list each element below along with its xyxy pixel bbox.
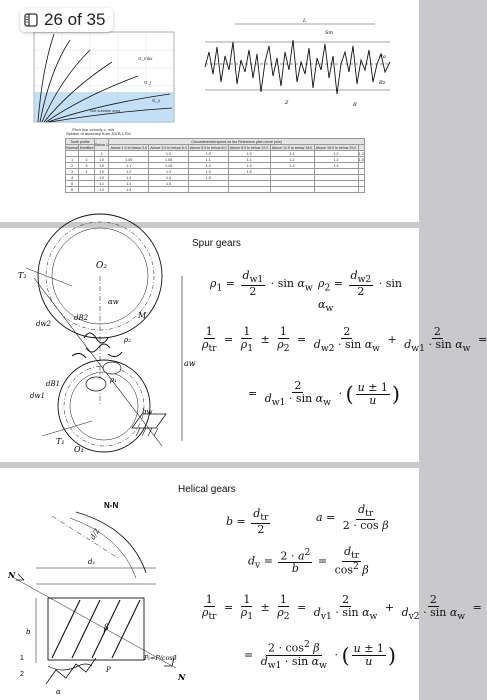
table-cell: 1.2 (314, 157, 358, 163)
table-cell: 1.1 (94, 181, 109, 187)
table-cell: 1.3 (270, 163, 314, 169)
page-counter[interactable] (20, 8, 113, 32)
formula-reduced-radius: $\frac{1}{\rho_{tr}}$ = $\frac{1}{\rho_1}$ ± $\frac{1}{\rho_2}$ = $\frac{2}{d_{w2} \cdot \sin \alpha_w}$ + $\frac{2}{d_{w1} \cdot \sin \alpha_w}$ = (202, 325, 487, 355)
table-cell: 1.2 (188, 163, 228, 169)
table-cell: 1.0 (94, 175, 109, 181)
table-cell: 3 (66, 169, 79, 175)
formula-helical-reduced-radius-result: = $\frac{2 \cdot \cos^2 \beta}{d_{w1} \cdot \sin \alpha_w}$ · ( $\frac{u \pm 1}{u}$ ) (244, 639, 397, 671)
table-cell: 1.5 (188, 175, 228, 181)
formula-helical-reduced-radius: $\frac{1}{\rho_{tr}}$ = $\frac{1}{\rho_1}$ ± $\frac{1}{\rho_2}$ = $\frac{2}{d_{v1} \cdot \sin \alpha_w}$ + $\frac{2}{d_{v2} \cdot \sin \alpha_w}$ = (202, 593, 482, 623)
label-d1: d₁ (88, 558, 96, 566)
profile-label-z: Z (285, 100, 289, 106)
formula-b: b = $\frac{d_{tr}}{2}$ (226, 507, 269, 537)
label-alpha: α (56, 688, 61, 696)
label-n-left: N (8, 570, 16, 580)
table-cell: 1.4 (149, 175, 189, 181)
table-speed-col: Above 8.0 to below 12.0 (229, 145, 269, 150)
label-n-right: N (178, 672, 186, 682)
table-speed-col: Above 12.0 to below 18.0 (271, 145, 313, 150)
profile-label-sm: Sm (325, 30, 334, 36)
table-cell: 1.2 (270, 157, 314, 163)
accuracy-table-title: System of accuracy from JIS B 1702 (66, 131, 131, 136)
table-cell: 1 (94, 151, 109, 157)
page-thumbnail-icon[interactable] (24, 13, 38, 27)
table-cell: 1.5 (109, 187, 149, 193)
table-cell: 2 (79, 157, 94, 163)
table-speed-col: Above 5.0 to below 8.0 (189, 145, 227, 150)
label-d-half: d/2 (88, 527, 102, 541)
table-cell: 1.3 (149, 169, 189, 175)
table-cell: 3 (79, 163, 94, 169)
table-speed-col: Above 1.0 to below 3.0 (110, 145, 148, 150)
table-cell: 1.2 (109, 169, 149, 175)
table-cell: 1.4 (109, 181, 149, 187)
label-t2: T₂ (18, 271, 27, 280)
zone-label: Not suitable area (90, 108, 121, 113)
table-cell: 1.0 (228, 151, 270, 157)
table-cell (228, 187, 270, 193)
label-dw2: dw2 (36, 320, 51, 328)
section-title-spur-gears: Spur gears (192, 238, 241, 249)
label-db1: dB1 (46, 380, 61, 388)
table-speed-col: Above 3.0 to below 5.0 (150, 145, 187, 150)
table-cell (270, 187, 314, 193)
axis-label-x: Pitch line velocity v, m/s (72, 127, 115, 132)
pdf-page-25 (0, 0, 419, 222)
surface-roughness-profile (195, 12, 395, 112)
label-p: P (106, 666, 111, 674)
table-sub-normal: Normal (66, 145, 78, 150)
label-t1: T₁ (56, 437, 65, 446)
curve-label-gmax: G_max (138, 56, 153, 61)
table-header-below: Below 1 (94, 139, 109, 151)
profile-label-rz: Rz (379, 80, 386, 86)
formula-dv: $d_v$ = $\frac{2 \cdot a^2}{b}$ = $\frac{d_{tr}}{\cos^2 \beta}$ (248, 545, 369, 577)
table-cell: 2 (66, 163, 79, 169)
label-o1: O₁ (74, 445, 84, 454)
page-counter-text: 26 of 35 (44, 10, 106, 29)
table-cell: 1.15 (149, 163, 189, 169)
label-bw: bw (142, 408, 153, 416)
table-cell: 1.0 (149, 151, 189, 157)
label-one: 1 (20, 655, 24, 662)
label-pt: Pₜ=P/cosβ (144, 654, 177, 662)
table-cell: 1.1 (228, 157, 270, 163)
table-cell: 1.2 (94, 187, 109, 193)
table-header-profile: Tooth profile (66, 139, 95, 145)
table-cell: 1.3 (358, 151, 364, 156)
section-title-helical-gears: Helical gears (178, 484, 236, 495)
table-cell: 1.2 (314, 151, 358, 157)
formula-rho2: $\rho_2$ = $\frac{d_{w2}}{2}$ · $\sin \alpha_w$ (318, 269, 402, 315)
profile-label-r: R (353, 102, 357, 108)
formula-a: a = $\frac{d_{tr}}{\text{2 · cos β}}$ (316, 503, 389, 533)
label-alpha-w: αw (108, 298, 119, 306)
table-cell: 1.0 (94, 157, 109, 163)
label-rho1: ρ₁ (110, 376, 117, 384)
table-cell: 1.0 (188, 151, 228, 157)
table-cell: 1.1 (109, 163, 149, 169)
spur-gear-mesh-diagram (12, 256, 197, 456)
label-db2: dB2 (74, 314, 89, 322)
table-cell: 1.5 (358, 157, 364, 162)
table-cell: 1.1 (270, 151, 314, 157)
label-aw: aw (184, 359, 196, 368)
table-sub-modified: Modified (79, 145, 94, 150)
table-cell: 1 (66, 157, 79, 163)
profile-label-l: L (303, 18, 307, 24)
table-cell (79, 187, 94, 193)
label-b: b (26, 628, 31, 636)
curve-label-gr: G_r (144, 80, 152, 85)
label-dw1: dw1 (30, 392, 45, 400)
table-cell (314, 187, 358, 193)
table-cell (188, 187, 228, 193)
table-cell: 6 (66, 187, 79, 193)
pdf-page-26 (0, 228, 487, 462)
table-cell: 1.3 (188, 169, 228, 175)
table-cell: 4 (66, 175, 79, 181)
helical-gear-diagram (6, 498, 196, 698)
table-cell (149, 187, 189, 193)
table-cell: 1.5 (228, 169, 270, 175)
table-cell: 4 (79, 169, 94, 175)
label-nn: N-N (104, 501, 119, 510)
table-cell: 1.0 (94, 163, 109, 169)
formula-reduced-radius-result: = $\frac{2}{d_{w1} \cdot \sin \alpha_w}$ · ( $\frac{u \pm 1}{u}$ ) (248, 379, 401, 409)
table-header-speed: Circumferential speed on the Reference pitch circle (m/s) (109, 139, 365, 145)
table-cell: 1.3 (109, 175, 149, 181)
table-cell: 1.05 (149, 157, 189, 163)
table-speed-col: Above 18.0 to below 25.0 (315, 145, 357, 150)
label-beta: β (104, 623, 109, 632)
pdf-page-27 (0, 468, 482, 700)
label-o2: O₂ (96, 261, 107, 271)
label-m: M (138, 311, 147, 320)
profile-label-ra: Ra (379, 54, 386, 60)
table-cell: 5 (66, 181, 79, 187)
table-cell: 1.05 (109, 157, 149, 163)
accuracy-table (65, 138, 365, 193)
table-cell: 1.1 (188, 157, 228, 163)
label-rho2: ρ₂ (124, 336, 131, 344)
table-cell: 1.5 (314, 163, 358, 169)
label-two: 2 (20, 671, 24, 678)
formula-rho1: $\rho_1$ = $\frac{d_{w1}}{2}$ · $\sin \alpha_w$ (210, 269, 313, 299)
table-cell: 1.5 (149, 181, 189, 187)
curve-label-gx: G_x (152, 98, 161, 103)
table-row (66, 187, 365, 193)
table-cell: 1.0 (94, 169, 109, 175)
table-cell: 1.3 (228, 163, 270, 169)
table-cell (358, 187, 364, 193)
